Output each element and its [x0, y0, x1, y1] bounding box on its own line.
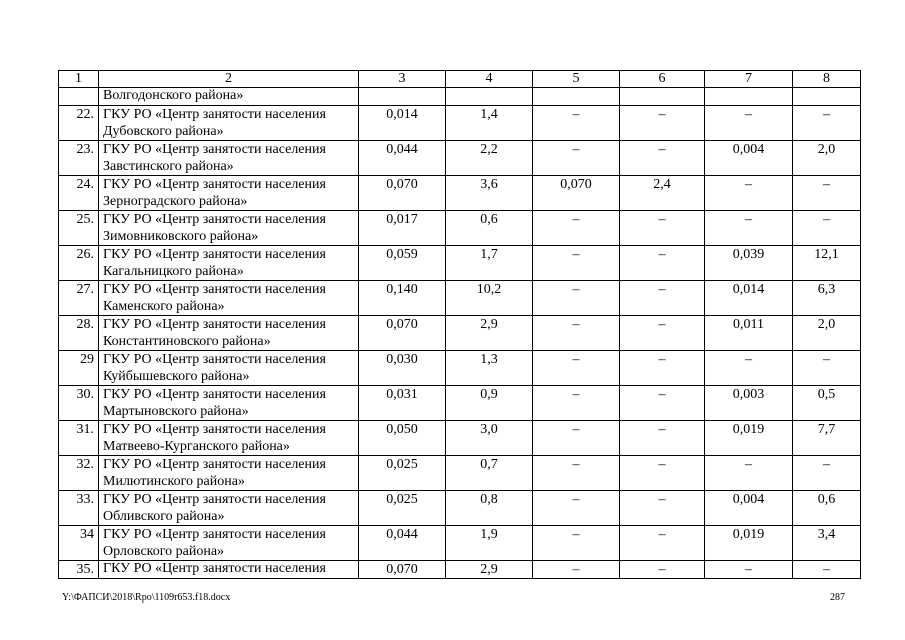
- value-cell: 0,025: [359, 456, 446, 491]
- value-cell: –: [620, 386, 705, 421]
- value-cell: –: [533, 561, 620, 579]
- table-row: [59, 211, 861, 246]
- organization-district-line: Орловского района»: [103, 544, 225, 559]
- value-cell: 2,2: [446, 141, 533, 176]
- table-row: [59, 106, 861, 141]
- value-cell: –: [620, 421, 705, 456]
- value-cell: 1,7: [446, 246, 533, 281]
- value-cell: –: [620, 211, 705, 246]
- value-cell: 0,070: [359, 176, 446, 211]
- column-header: 2: [99, 71, 359, 88]
- organization-name-line: ГКУ РО «Центр занятости населения: [103, 527, 326, 542]
- organization-name-line: ГКУ РО «Центр занятости населения: [103, 457, 326, 472]
- table-row: [59, 316, 861, 351]
- value-cell: 3,4: [793, 526, 861, 561]
- value-cell: 0,044: [359, 141, 446, 176]
- value-cell: 1,3: [446, 351, 533, 386]
- organization-name-cell: [99, 456, 359, 491]
- value-cell: 0,014: [359, 106, 446, 141]
- table-row: [59, 141, 861, 176]
- value-cell: –: [620, 106, 705, 141]
- row-number-cell: [59, 88, 99, 106]
- table-row: [59, 561, 861, 579]
- table-row: [59, 386, 861, 421]
- data-table: [58, 70, 861, 579]
- value-cell: 0,070: [359, 561, 446, 579]
- page-number: 287: [830, 592, 845, 603]
- organization-name-line: ГКУ РО «Центр занятости населения: [103, 492, 326, 507]
- column-header: 7: [705, 71, 793, 88]
- value-cell: –: [533, 316, 620, 351]
- value-cell: 2,0: [793, 316, 861, 351]
- organization-name-cell: [99, 351, 359, 386]
- organization-district-line: Дубовского района»: [103, 124, 224, 139]
- value-cell: 0,019: [705, 421, 793, 456]
- value-cell: 1,4: [446, 106, 533, 141]
- row-number-cell: 34: [59, 526, 99, 561]
- organization-name-cell: [99, 176, 359, 211]
- value-cell: 0,004: [705, 491, 793, 526]
- column-header: 6: [620, 71, 705, 88]
- value-cell: 0,050: [359, 421, 446, 456]
- table-row: [59, 351, 861, 386]
- value-cell: –: [533, 526, 620, 561]
- column-header: 8: [793, 71, 861, 88]
- value-cell: [793, 88, 861, 106]
- table-row: [59, 281, 861, 316]
- value-cell: 0,011: [705, 316, 793, 351]
- column-header: 4: [446, 71, 533, 88]
- value-cell: 1,9: [446, 526, 533, 561]
- row-number-cell: 32.: [59, 456, 99, 491]
- value-cell: [533, 88, 620, 106]
- row-number-cell: 28.: [59, 316, 99, 351]
- organization-name-line: ГКУ РО «Центр занятости населения: [103, 317, 326, 332]
- row-number-cell: 29: [59, 351, 99, 386]
- organization-name-cell: [99, 316, 359, 351]
- value-cell: [446, 88, 533, 106]
- row-number-cell: 27.: [59, 281, 99, 316]
- value-cell: 0,140: [359, 281, 446, 316]
- organization-name-cell: ГКУ РО «Центр занятости населения: [99, 561, 359, 579]
- value-cell: 0,059: [359, 246, 446, 281]
- value-cell: –: [533, 456, 620, 491]
- value-cell: 0,8: [446, 491, 533, 526]
- value-cell: 12,1: [793, 246, 861, 281]
- row-number-cell: 25.: [59, 211, 99, 246]
- value-cell: –: [705, 456, 793, 491]
- table-row: [59, 456, 861, 491]
- organization-district-line: Кагальницкого района»: [103, 264, 244, 279]
- value-cell: 3,6: [446, 176, 533, 211]
- value-cell: 6,3: [793, 281, 861, 316]
- value-cell: 7,7: [793, 421, 861, 456]
- value-cell: 2,9: [446, 316, 533, 351]
- value-cell: 0,014: [705, 281, 793, 316]
- organization-name-line: ГКУ РО «Центр занятости населения: [103, 212, 326, 227]
- organization-name-cell: [99, 106, 359, 141]
- value-cell: 0,9: [446, 386, 533, 421]
- row-number-cell: 35.: [59, 561, 99, 579]
- value-cell: –: [793, 211, 861, 246]
- organization-district-line: Константиновского района»: [103, 334, 271, 349]
- row-number-cell: 31.: [59, 421, 99, 456]
- organization-district-line: Каменского района»: [103, 299, 225, 314]
- organization-name-cell: [99, 491, 359, 526]
- organization-name-line: ГКУ РО «Центр занятости населения: [103, 352, 326, 367]
- value-cell: 0,6: [446, 211, 533, 246]
- value-cell: –: [620, 316, 705, 351]
- value-cell: 3,0: [446, 421, 533, 456]
- organization-name-cell: [99, 386, 359, 421]
- value-cell: 0,031: [359, 386, 446, 421]
- header-row: [59, 71, 861, 88]
- value-cell: 2,9: [446, 561, 533, 579]
- value-cell: 0,6: [793, 491, 861, 526]
- value-cell: –: [705, 561, 793, 579]
- organization-name-cell: Волгодонского района»: [99, 88, 359, 106]
- value-cell: 0,039: [705, 246, 793, 281]
- organization-district-line: Милютинского района»: [103, 474, 245, 489]
- value-cell: –: [793, 561, 861, 579]
- value-cell: –: [620, 141, 705, 176]
- value-cell: 0,030: [359, 351, 446, 386]
- organization-name-line: ГКУ РО «Центр занятости населения: [103, 177, 326, 192]
- value-cell: –: [793, 351, 861, 386]
- column-header: 5: [533, 71, 620, 88]
- value-cell: [620, 88, 705, 106]
- table-row: [59, 421, 861, 456]
- organization-district-line: Обливского района»: [103, 509, 225, 524]
- value-cell: –: [620, 526, 705, 561]
- organization-name-cell: [99, 421, 359, 456]
- organization-name-line: ГКУ РО «Центр занятости населения: [103, 422, 326, 437]
- organization-name-cell: [99, 526, 359, 561]
- value-cell: –: [533, 246, 620, 281]
- value-cell: –: [793, 176, 861, 211]
- organization-district-line: Зимовниковского района»: [103, 229, 259, 244]
- row-number-cell: 22.: [59, 106, 99, 141]
- organization-district-line: Мартыновского района»: [103, 404, 249, 419]
- value-cell: –: [533, 386, 620, 421]
- value-cell: 0,070: [533, 176, 620, 211]
- organization-name-line: ГКУ РО «Центр занятости населения: [103, 387, 326, 402]
- value-cell: –: [533, 211, 620, 246]
- value-cell: –: [620, 351, 705, 386]
- value-cell: –: [620, 491, 705, 526]
- value-cell: 2,4: [620, 176, 705, 211]
- organization-district-line: Завстинского района»: [103, 159, 234, 174]
- organization-name-line: ГКУ РО «Центр занятости населения: [103, 142, 326, 157]
- value-cell: 2,0: [793, 141, 861, 176]
- value-cell: 0,017: [359, 211, 446, 246]
- value-cell: –: [533, 141, 620, 176]
- value-cell: –: [533, 351, 620, 386]
- value-cell: –: [533, 421, 620, 456]
- value-cell: –: [793, 106, 861, 141]
- value-cell: –: [705, 106, 793, 141]
- organization-name-line: ГКУ РО «Центр занятости населения: [103, 282, 326, 297]
- column-header: 3: [359, 71, 446, 88]
- value-cell: [359, 88, 446, 106]
- value-cell: –: [620, 561, 705, 579]
- table-row: [59, 88, 861, 106]
- organization-name-line: ГКУ РО «Центр занятости населения: [103, 247, 326, 262]
- footer-file-path: Y:\ФАПСИ\2018\Rpo\1109r653.f18.docx: [62, 592, 231, 603]
- organization-name-line: ГКУ РО «Центр занятости населения: [103, 107, 326, 122]
- value-cell: [705, 88, 793, 106]
- organization-name-cell: [99, 281, 359, 316]
- value-cell: –: [705, 351, 793, 386]
- organization-district-line: Зерноградского района»: [103, 194, 248, 209]
- value-cell: 0,044: [359, 526, 446, 561]
- value-cell: 0,019: [705, 526, 793, 561]
- organization-name-cell: [99, 141, 359, 176]
- value-cell: –: [620, 456, 705, 491]
- value-cell: 0,025: [359, 491, 446, 526]
- table-row: [59, 491, 861, 526]
- row-number-cell: 24.: [59, 176, 99, 211]
- table-row: [59, 176, 861, 211]
- column-header: 1: [59, 71, 99, 88]
- row-number-cell: 30.: [59, 386, 99, 421]
- organization-district-line: Куйбышевского района»: [103, 369, 250, 384]
- value-cell: –: [533, 491, 620, 526]
- value-cell: –: [533, 281, 620, 316]
- table-row: [59, 526, 861, 561]
- value-cell: –: [705, 176, 793, 211]
- value-cell: 0,003: [705, 386, 793, 421]
- value-cell: 0,5: [793, 386, 861, 421]
- value-cell: –: [705, 211, 793, 246]
- organization-district-line: Матвеево-Курганского района»: [103, 439, 290, 454]
- row-number-cell: 33.: [59, 491, 99, 526]
- table-header: [59, 71, 861, 88]
- table-row: [59, 246, 861, 281]
- organization-name-cell: [99, 211, 359, 246]
- value-cell: 0,004: [705, 141, 793, 176]
- value-cell: –: [793, 456, 861, 491]
- value-cell: 10,2: [446, 281, 533, 316]
- value-cell: 0,7: [446, 456, 533, 491]
- value-cell: –: [620, 281, 705, 316]
- value-cell: 0,070: [359, 316, 446, 351]
- organization-name-cell: [99, 246, 359, 281]
- value-cell: –: [533, 106, 620, 141]
- table-body: [59, 88, 861, 579]
- row-number-cell: 23.: [59, 141, 99, 176]
- row-number-cell: 26.: [59, 246, 99, 281]
- value-cell: –: [620, 246, 705, 281]
